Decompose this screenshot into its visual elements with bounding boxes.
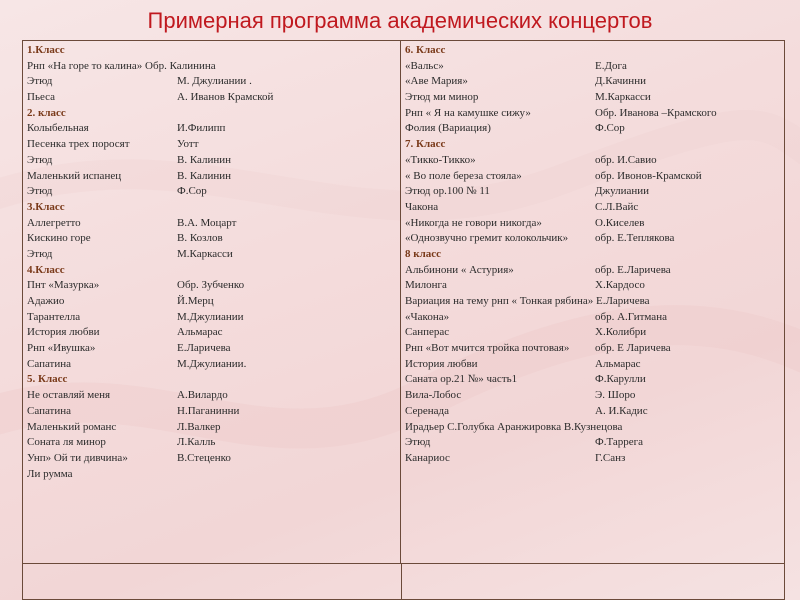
piece-title: Этюд bbox=[27, 75, 53, 88]
piece-title: Рнп «Вот мчится тройка почтовая» bbox=[405, 342, 570, 355]
piece-title: Рнп «Ивушка» bbox=[27, 342, 96, 355]
composer: обр. Е Ларичева bbox=[595, 342, 671, 355]
composer: Х.Колибри bbox=[595, 326, 647, 339]
repertoire-row bbox=[405, 169, 782, 185]
repertoire-row bbox=[27, 404, 398, 420]
piece-title: Ли румма bbox=[27, 467, 73, 480]
composer: обр. И.Савио bbox=[595, 153, 657, 166]
repertoire-row bbox=[405, 184, 782, 200]
composer: М.Джулиании. bbox=[177, 357, 247, 370]
piece-title: 6. Класс bbox=[405, 44, 446, 56]
repertoire-row bbox=[405, 388, 782, 404]
repertoire-row bbox=[405, 451, 782, 467]
composer: Ф.Таррега bbox=[595, 436, 644, 449]
piece-title: Соната ля минор bbox=[27, 436, 106, 449]
piece-title: Серенада bbox=[405, 404, 449, 417]
repertoire-row bbox=[405, 263, 782, 279]
repertoire-row bbox=[405, 310, 782, 326]
class-heading bbox=[27, 263, 398, 279]
repertoire-row bbox=[27, 278, 398, 294]
composer: Е.Ларичева bbox=[177, 342, 231, 355]
repertoire-row bbox=[27, 310, 398, 326]
composer: Й.Мерц bbox=[177, 295, 214, 307]
repertoire-row bbox=[27, 325, 398, 341]
composer: Джулиании bbox=[595, 185, 650, 198]
composer: Г.Санз bbox=[595, 451, 626, 464]
piece-title: Этюд bbox=[405, 436, 431, 449]
composer: Д.Качинни bbox=[595, 75, 646, 88]
repertoire-row bbox=[27, 467, 398, 483]
repertoire-row bbox=[27, 153, 398, 169]
composer: С.Л.Вайс bbox=[595, 200, 639, 213]
repertoire-row bbox=[27, 451, 398, 467]
piece-title: Этюд ор.100 № 11 bbox=[405, 185, 490, 198]
repertoire-row bbox=[27, 59, 398, 75]
composer: В.А. Моцарт bbox=[177, 216, 237, 229]
composer: обр. Е.Ларичева bbox=[595, 263, 671, 276]
composer: обр. Ивонов-Крамской bbox=[595, 169, 702, 182]
repertoire-row bbox=[405, 372, 782, 388]
composer: Л.Калль bbox=[177, 436, 216, 449]
page-title: Примерная программа академических концертов bbox=[147, 8, 653, 33]
piece-title: Песенка трех поросят bbox=[27, 138, 130, 151]
piece-title: 1.Класс bbox=[27, 44, 65, 56]
repertoire-row bbox=[405, 420, 782, 436]
composer: М.Каркасси bbox=[177, 247, 233, 260]
piece-title: «Однозвучно гремит колокольчик» bbox=[405, 232, 569, 245]
composer: Н.Паганинни bbox=[177, 404, 240, 417]
repertoire-row bbox=[27, 420, 398, 436]
composer: Х.Кардосо bbox=[595, 279, 645, 292]
piece-title: История любви bbox=[27, 326, 100, 339]
piece-title: Пнт «Мазурка» bbox=[27, 279, 100, 292]
piece-title: Этюд ми минор bbox=[405, 91, 479, 104]
class-heading bbox=[27, 106, 398, 122]
piece-title: Адажио bbox=[27, 295, 65, 307]
repertoire-row bbox=[405, 59, 782, 75]
composer: Ф.Сор bbox=[177, 185, 207, 198]
right-column bbox=[401, 41, 784, 563]
piece-title: 7. Класс bbox=[405, 138, 446, 151]
repertoire-row bbox=[27, 121, 398, 137]
repertoire-row bbox=[27, 388, 398, 404]
class-heading bbox=[405, 43, 782, 59]
piece-title: 2. класс bbox=[27, 106, 66, 119]
repertoire-row bbox=[405, 200, 782, 216]
piece-title: Санперас bbox=[405, 326, 450, 339]
composer: И.Филипп bbox=[177, 122, 226, 135]
piece-title: Рнп «На горе то калина» Обр. Калинина bbox=[27, 59, 216, 72]
repertoire-row bbox=[27, 247, 398, 263]
composer: Обр. Иванова –Крамского bbox=[595, 106, 717, 119]
class-heading bbox=[405, 137, 782, 153]
piece-title: Ирадьер С.Голубка Аранжировка В.Кузнецова bbox=[405, 420, 623, 433]
composer: В. Козлов bbox=[177, 232, 223, 245]
composer: Обр. Зубченко bbox=[177, 279, 245, 292]
repertoire-row bbox=[27, 294, 398, 310]
piece-title: 4.Класс bbox=[27, 263, 65, 276]
program-table bbox=[22, 40, 785, 600]
composer: В.Стеценко bbox=[177, 451, 231, 464]
piece-title: « Во поле береза стояла» bbox=[405, 169, 522, 182]
class-heading bbox=[27, 200, 398, 216]
repertoire-row bbox=[27, 74, 398, 90]
bottom-divider bbox=[401, 564, 402, 600]
composer: Альмарас bbox=[177, 326, 223, 339]
repertoire-row bbox=[405, 278, 782, 294]
piece-title: Этюд bbox=[27, 153, 53, 166]
piece-title: Сапатина bbox=[27, 357, 72, 370]
repertoire-row bbox=[405, 404, 782, 420]
empty-bottom-row bbox=[23, 563, 784, 599]
repertoire-row bbox=[405, 153, 782, 169]
piece-title: Рнп « Я на камушке сижу» bbox=[405, 106, 531, 119]
piece-title: 3.Класс bbox=[27, 200, 65, 213]
composer: Л.Валкер bbox=[177, 420, 221, 433]
composer: Ф.Сор bbox=[595, 122, 625, 135]
repertoire-row bbox=[405, 216, 782, 232]
piece-title: Пьеса bbox=[27, 91, 56, 104]
composer: В. Калинин bbox=[177, 169, 232, 182]
composer: Уотт bbox=[177, 138, 199, 151]
composer: А. И.Кадис bbox=[595, 404, 648, 417]
piece-title: Маленький испанец bbox=[27, 169, 122, 182]
repertoire-row bbox=[27, 90, 398, 106]
piece-title: «Никогда не говори никогда» bbox=[405, 216, 542, 229]
piece-title: Вила-Лобос bbox=[405, 389, 462, 402]
piece-title: Альбинони « Астурия» bbox=[405, 263, 514, 276]
repertoire-row bbox=[27, 216, 398, 232]
piece-title: Аллегретто bbox=[27, 216, 81, 229]
piece-title: Не оставляй меня bbox=[27, 389, 111, 402]
class-heading bbox=[405, 247, 782, 263]
piece-title: Колыбельная bbox=[27, 122, 89, 135]
piece-title: «Чакона» bbox=[405, 310, 450, 323]
repertoire-row bbox=[405, 294, 782, 310]
composer: Е.Дога bbox=[595, 59, 627, 72]
repertoire-row bbox=[405, 106, 782, 122]
piece-title: Унп» Ой ти дивчина» bbox=[27, 451, 128, 464]
piece-title: Саната ор.21 №» часть1 bbox=[405, 373, 518, 386]
piece-title: Этюд bbox=[27, 247, 53, 260]
repertoire-row bbox=[405, 90, 782, 106]
piece-title: 5. Класс bbox=[27, 373, 68, 386]
class-heading bbox=[27, 43, 398, 59]
repertoire-row bbox=[405, 231, 782, 247]
repertoire-row bbox=[27, 357, 398, 373]
repertoire-row bbox=[27, 169, 398, 185]
piece-title: Чакона bbox=[405, 200, 439, 213]
repertoire-row bbox=[405, 74, 782, 90]
piece-title: Маленький романс bbox=[27, 420, 117, 433]
piece-title: Сапатина bbox=[27, 404, 72, 417]
repertoire-row bbox=[405, 121, 782, 137]
composer: Ф.Карулли bbox=[595, 373, 646, 386]
piece-title: Кискино горе bbox=[27, 232, 91, 245]
composer: М. Джулиании . bbox=[177, 75, 252, 88]
piece-title: Этюд bbox=[27, 185, 53, 198]
piece-title: Канариос bbox=[405, 451, 450, 464]
repertoire-row bbox=[27, 435, 398, 451]
class-heading bbox=[27, 372, 398, 388]
composer: В. Калинин bbox=[177, 153, 232, 166]
piece-title: Фолия (Вариация) bbox=[405, 122, 491, 135]
composer: М.Джулиании bbox=[177, 310, 244, 323]
piece-title: «Вальс» bbox=[405, 59, 444, 72]
piece-title: Милонга bbox=[405, 279, 447, 292]
piece-title: История любви bbox=[405, 357, 478, 370]
repertoire-row bbox=[27, 341, 398, 357]
repertoire-row bbox=[27, 137, 398, 153]
repertoire-row bbox=[405, 341, 782, 357]
repertoire-row bbox=[405, 435, 782, 451]
piece-title: Вариация на тему рнп « Тонкая рябина» Е.Ларичева bbox=[405, 295, 650, 307]
repertoire-row bbox=[405, 357, 782, 373]
composer: Э. Шоро bbox=[595, 389, 636, 402]
composer: обр. А.Гитмана bbox=[595, 310, 667, 323]
composer: О.Киселев bbox=[595, 216, 645, 229]
piece-title: «Тикко-Тикко» bbox=[405, 153, 476, 166]
repertoire-row bbox=[27, 231, 398, 247]
piece-title: 8 класс bbox=[405, 247, 442, 260]
repertoire-row bbox=[405, 325, 782, 341]
composer: А.Вилардо bbox=[177, 389, 228, 402]
repertoire-row bbox=[27, 184, 398, 200]
composer: А. Иванов Крамской bbox=[177, 91, 274, 104]
piece-title: Тарантелла bbox=[27, 310, 81, 323]
composer: обр. Е.Теплякова bbox=[595, 232, 675, 245]
composer: М.Каркасси bbox=[595, 91, 651, 104]
left-column bbox=[23, 41, 401, 563]
composer: Альмарас bbox=[595, 357, 641, 370]
piece-title: «Аве Мария» bbox=[405, 75, 468, 88]
